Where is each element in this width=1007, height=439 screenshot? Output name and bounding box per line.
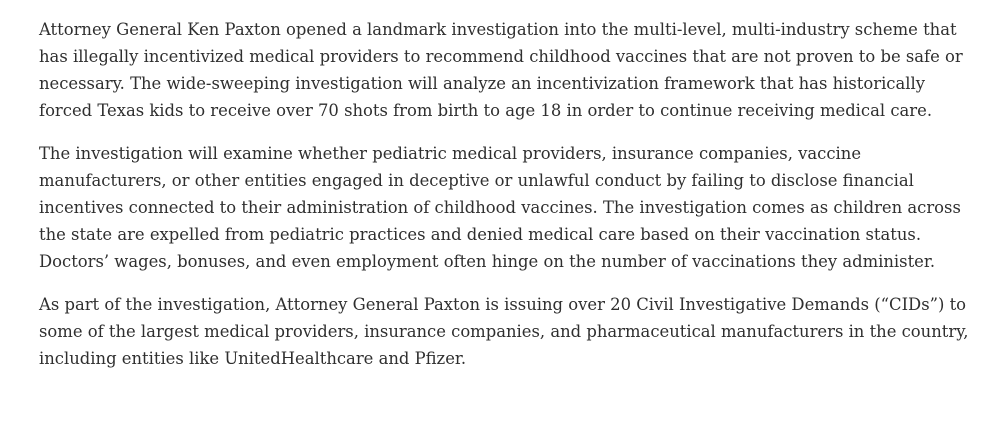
paragraph-civil-investigative-demands: As part of the investigation, Attorney General Paxton is issuing over 20 Civil Investigative Demands (“CIDs”) to some of the largest medical providers, insurance companies, and pharmaceutical manufacturers in the country, including entities like UnitedHealthcare and Pfizer. [39,295,969,368]
paragraph-investigation-scope: The investigation will examine whether pediatric medical providers, insurance companies, vaccine manufacturers, or other entities engaged in deceptive or unlawful conduct by failing to disclose financial incentives connected to their administration of childhood vaccines. The investigation comes as children across the state are expelled from pediatric practices and denied medical care based on their vaccination status. Doctors’ wages, bonuses, and even employment often hinge on the number of vaccinations they administer. [39,144,961,271]
paragraph-investigation-announcement: Attorney General Ken Paxton opened a landmark investigation into the multi-level, multi-industry scheme that has illegally incentivized medical providers to recommend childhood vaccines that are not proven to be safe or necessary. The wide-sweeping investigation will analyze an incentivization framework that has historically forced Texas kids to receive over 70 shots from birth to age 18 in order to continue receiving medical care. [39,20,963,120]
